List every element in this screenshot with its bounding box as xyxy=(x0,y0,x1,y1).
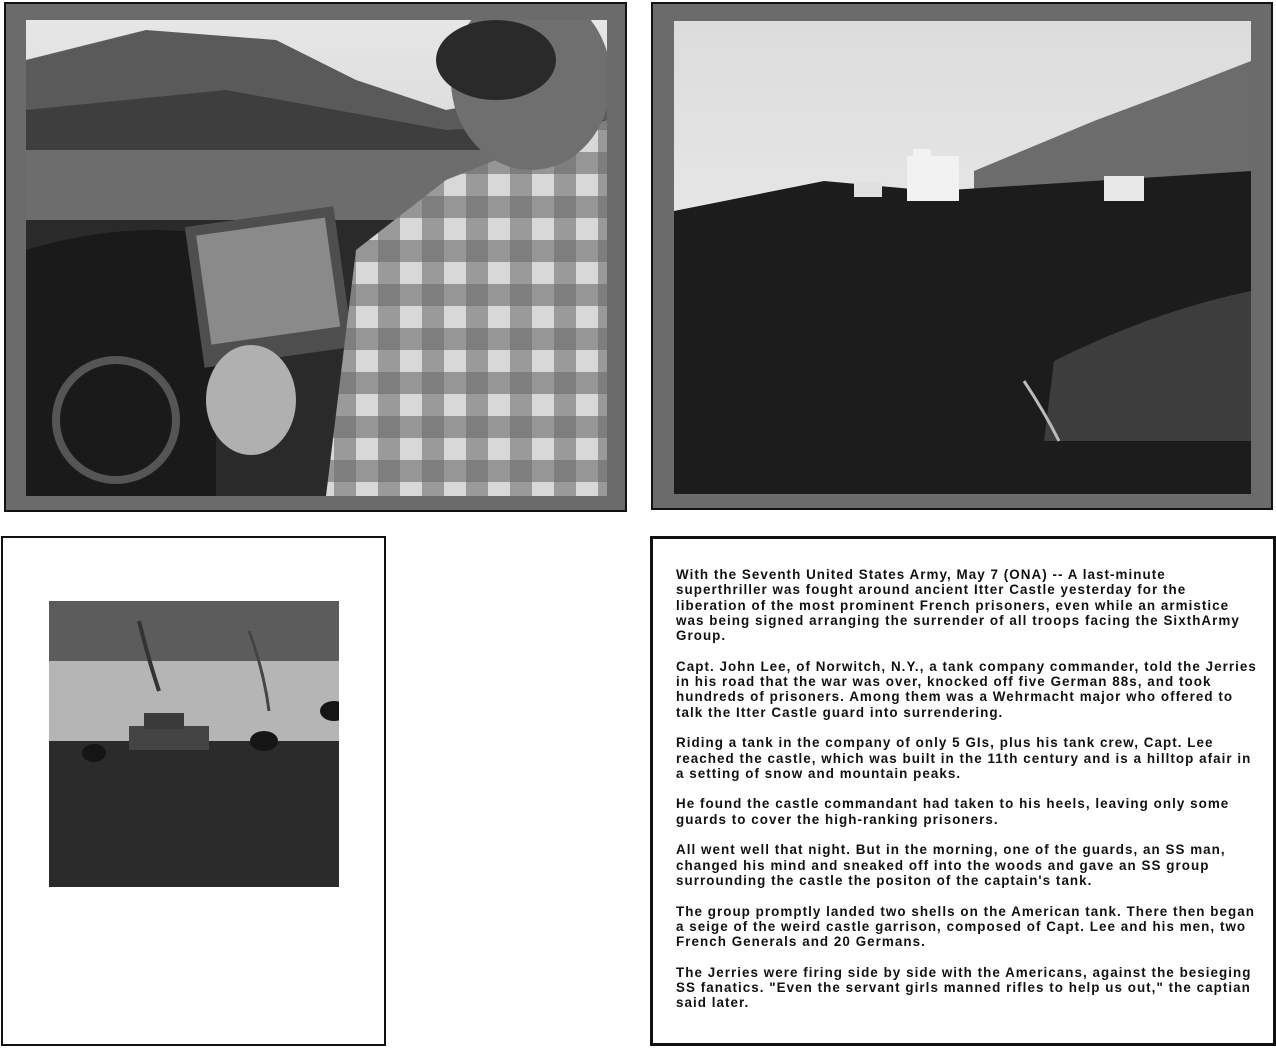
photo-frame-soldiers xyxy=(1,536,386,1046)
photo-castle-in-forest xyxy=(674,21,1251,494)
photo-soldiers-and-tank xyxy=(49,601,339,887)
article-paragraph: All went well that night. But in the morning, one of the guards, an SS man, changed his mind and sneaked off into the woods and gave an SS group surrounding the castle the positon of the captain's tank. xyxy=(676,842,1226,888)
article-paragraph: He found the castle commandant had taken to his heels, leaving only some guards to cover the high-ranking prisoners. xyxy=(676,796,1230,827)
article-text xyxy=(676,567,1261,1026)
article-paragraph: The group promptly landed two shells on the American tank. There then began a seige of the weird castle garrison, composed of Capt. Lee and his men, two French Generals and 20 Germans. xyxy=(676,903,1255,950)
article-panel xyxy=(650,536,1276,1046)
article-paragraph: The Jerries were firing side by side with the Americans, against the besieging SS fanatics. "Even the servant girls manned rifles to help us out," the captian said later. xyxy=(676,964,1252,1011)
photo-frame-man-holding-photo xyxy=(4,2,627,512)
article-paragraph: Riding a tank in the company of only 5 GIs, plus his tank crew, Capt. Lee reached the castle, which was built in the 11th century and is a hilltop afair in a setting of snow and mountain peaks. xyxy=(676,735,1252,781)
article-paragraph: Capt. John Lee, of Norwitch, N.Y., a tank company commander, told the Jerries in his road that the war was over, knocked off five German 88s, and took hundreds of prisoners. Among them was a Wehrmacht major who offered to talk the Itter Castle guard into surrendering. xyxy=(676,658,1257,720)
photo-man-holding-photograph xyxy=(26,20,607,496)
photo-frame-castle-landscape xyxy=(651,2,1273,510)
article-paragraph: With the Seventh United States Army, May 7 (ONA) -- A last-minute superthriller was fought around ancient Itter Castle yesterday for the liberation of the most prominent French prisoners, even while an armistice was being signed arranging the surrender of all troops facing the SixthArmy Group. xyxy=(676,567,1240,644)
